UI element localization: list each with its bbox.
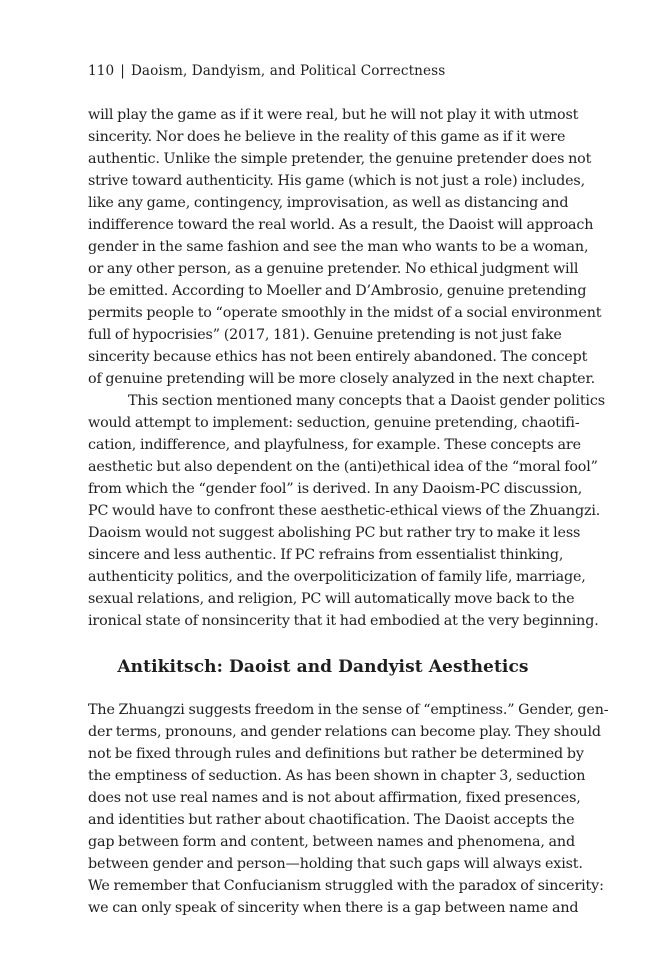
text-line: Daoism would not suggest abolishing PC but rather try to make it less bbox=[88, 525, 581, 541]
text-line: sincerity because ethics has not been entirely abandoned. The concept bbox=[88, 349, 588, 365]
text-line: would attempt to implement: seduction, genuine pretending, chaotifi- bbox=[88, 415, 580, 431]
body-text bbox=[88, 104, 609, 919]
text-line: The Zhuangzi suggests freedom in the sense of “emptiness.” Gender, gen- bbox=[88, 702, 609, 718]
text-line: like any game, contingency, improvisation, as well as distancing and bbox=[88, 195, 569, 211]
page-number: 110 bbox=[88, 63, 115, 79]
text-line: strive toward authenticity. His game (which is not just a role) includes, bbox=[88, 173, 585, 189]
text-line: PC would have to confront these aesthetic-ethical views of the Zhuangzi. bbox=[88, 503, 601, 519]
running-head bbox=[88, 60, 558, 82]
text-line: from which the “gender fool” is derived. In any Daoism-PC discussion, bbox=[88, 481, 583, 497]
text-line: between gender and person—holding that such gaps will always exist. bbox=[88, 856, 583, 872]
paragraph bbox=[88, 699, 609, 919]
text-line: gap between form and content, between names and phenomena, and bbox=[88, 834, 575, 850]
section-heading: Antikitsch: Daoist and Dandyist Aesthetics bbox=[117, 657, 529, 677]
text-line: gender in the same fashion and see the man who wants to be a woman, bbox=[88, 239, 589, 255]
text-line: der terms, pronouns, and gender relations can become play. They should bbox=[88, 724, 601, 740]
text-line: cation, indifference, and playfulness, for example. These concepts are bbox=[88, 437, 581, 453]
text-line: indifference toward the real world. As a result, the Daoist will approach bbox=[88, 217, 594, 233]
text-line: authenticity politics, and the overpoliticization of family life, marriage, bbox=[88, 569, 586, 585]
text-line: aesthetic but also dependent on the (anti)ethical idea of the “moral fool” bbox=[88, 459, 598, 475]
text-line: does not use real names and is not about affirmation, fixed presences, bbox=[88, 790, 581, 806]
text-line: will play the game as if it were real, but he will not play it with utmost bbox=[88, 107, 579, 123]
text-line: We remember that Confucianism struggled with the paradox of sincerity: bbox=[88, 878, 604, 894]
text-line: we can only speak of sincerity when there is a gap between name and bbox=[88, 900, 579, 916]
text-line: This section mentioned many concepts that a Daoist gender politics bbox=[128, 393, 605, 409]
text-line: ironical state of nonsincerity that it had embodied at the very beginning. bbox=[88, 613, 599, 629]
text-line: sincerity. Nor does he believe in the reality of this game as if it were bbox=[88, 129, 566, 145]
text-line: be emitted. According to Moeller and D’Ambrosio, genuine pretending bbox=[88, 283, 587, 299]
book-page bbox=[88, 60, 609, 919]
text-line: the emptiness of seduction. As has been shown in chapter 3, seduction bbox=[88, 768, 586, 784]
paragraph bbox=[88, 390, 605, 632]
text-line: and identities but rather about chaotification. The Daoist accepts the bbox=[88, 812, 575, 828]
text-line: authentic. Unlike the simple pretender, the genuine pretender does not bbox=[88, 151, 592, 167]
running-head-title: Daoism, Dandyism, and Political Correctness bbox=[130, 63, 446, 79]
text-line: full of hypocrisies” (2017, 181). Genuine pretending is not just fake bbox=[88, 327, 562, 343]
running-head-separator: | bbox=[120, 63, 125, 79]
text-line: of genuine pretending will be more closely analyzed in the next chapter. bbox=[88, 371, 595, 387]
text-line: permits people to “operate smoothly in the midst of a social environment bbox=[88, 305, 602, 321]
text-line: sexual relations, and religion, PC will automatically move back to the bbox=[88, 591, 575, 607]
text-line: sincere and less authentic. If PC refrains from essentialist thinking, bbox=[88, 547, 564, 563]
paragraph bbox=[88, 104, 602, 390]
text-line: or any other person, as a genuine pretender. No ethical judgment will bbox=[88, 261, 579, 277]
text-line: not be fixed through rules and definitions but rather be determined by bbox=[88, 746, 584, 762]
